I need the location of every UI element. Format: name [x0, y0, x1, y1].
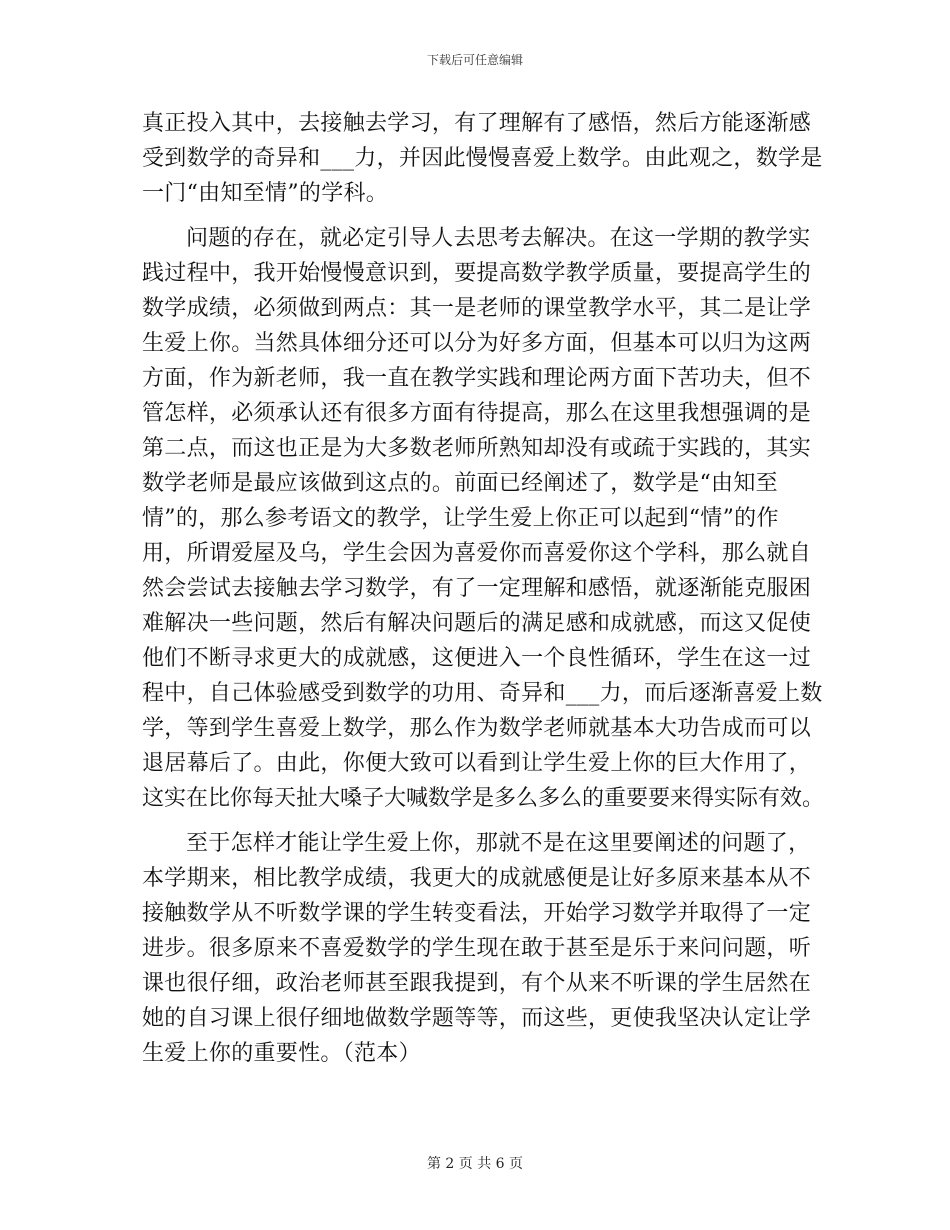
- paragraph-line: 第二点，而这也正是为大多数老师所熟知却没有或疏于实践的，其实: [142, 436, 812, 461]
- paragraph-line: 生爱上你。当然具体细分还可以分为好多方面，但基本可以归为这两: [142, 331, 812, 356]
- paragraph-line: 难解决一些问题，然后有解决问题后的满足感和成就感，而这又促使: [142, 611, 812, 636]
- paragraph-line: 至于怎样才能让学生爱上你，那就不是在这里要阐述的问题了，: [186, 831, 811, 856]
- paragraph-line: 退居幕后了。由此，你便大致可以看到让学生爱上你的巨大作用了，: [142, 751, 812, 776]
- paragraph-line: 受到数学的奇异和___力，并因此慢慢喜爱上数学。由此观之，数学是: [142, 146, 823, 171]
- paragraph-line: 学，等到学生喜爱上数学，那么作为数学老师就基本大功告成而可以: [142, 716, 812, 741]
- paragraph-line: 生爱上你的重要性。（范本）: [142, 1041, 421, 1066]
- paragraph-line: 情”的，那么参考语文的教学，让学生爱上你正可以起到“情”的作: [142, 506, 779, 531]
- paragraph-1: [142, 106, 823, 211]
- paragraph-line: 本学期来，相比教学成绩，我更大的成就感便是让好多原来基本从不: [142, 866, 812, 891]
- paragraph-line: 数学成绩，必须做到两点：其一是老师的课堂教学水平，其二是让学: [142, 296, 812, 321]
- paragraph-line: 然会尝试去接触去学习数学，有了一定理解和感悟，就逐渐能克服困: [142, 576, 812, 601]
- paragraph-line: 他们不断寻求更大的成就感，这便进入一个良性循环，学生在这一过: [142, 646, 812, 671]
- paragraph-line: 一门“由知至情”的学科。: [142, 181, 389, 206]
- paragraph-line: 问题的存在，就必定引导人去思考去解决。在这一学期的教学实: [186, 226, 811, 251]
- document-body: [142, 106, 825, 1071]
- paragraph-line: 程中，自己体验感受到数学的功用、奇异和___力，而后逐渐喜爱上数: [142, 681, 823, 706]
- page-header: 下载后可任意编辑: [426, 53, 523, 67]
- paragraph-line: 这实在比你每天扯大嗓子大喊数学是多么多么的重要要来得实际有效。: [142, 786, 825, 811]
- paragraph-2: [142, 221, 825, 816]
- paragraph-line: 真正投入其中，去接触去学习，有了理解有了感悟，然后方能逐渐感: [142, 111, 812, 136]
- paragraph-3: [142, 826, 812, 1071]
- paragraph-line: 接触数学从不听数学课的学生转变看法，开始学习数学并取得了一定: [142, 901, 812, 926]
- paragraph-line: 践过程中，我开始慢慢意识到，要提高数学教学质量，要提高学生的: [142, 261, 812, 286]
- paragraph-line: 用，所谓爱屋及乌，学生会因为喜爱你而喜爱你这个学科，那么就自: [142, 541, 812, 566]
- paragraph-line: 管怎样，必须承认还有很多方面有待提高，那么在这里我想强调的是: [142, 401, 812, 426]
- paragraph-line: 课也很仔细，政治老师甚至跟我提到，有个从来不听课的学生居然在: [142, 971, 812, 996]
- paragraph-line: 方面，作为新老师，我一直在教学实践和理论两方面下苦功夫，但不: [142, 366, 812, 391]
- paragraph-line: 进步。很多原来不喜爱数学的学生现在敢于甚至是乐于来问问题，听: [142, 936, 812, 961]
- paragraph-line: 数学老师是最应该做到这点的。前面已经阐述了，数学是“由知至: [142, 471, 778, 496]
- page-footer: 第 2 页 共 6 页: [426, 1156, 524, 1172]
- paragraph-line: 她的自习课上很仔细地做数学题等等，而这些，更使我坚决认定让学: [142, 1006, 812, 1031]
